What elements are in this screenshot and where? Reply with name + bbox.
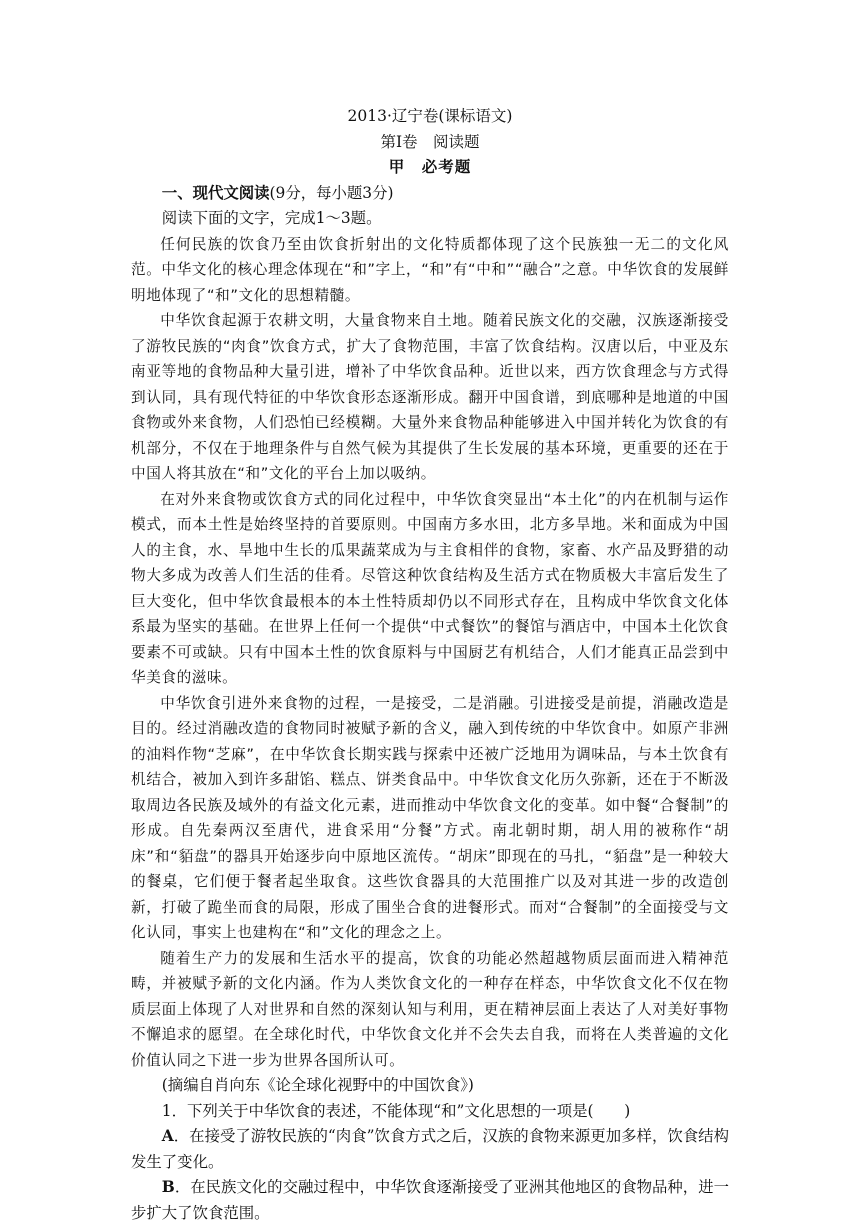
option-letter: B — [161, 1178, 175, 1196]
question-option-b — [131, 1175, 729, 1226]
question-stem: 1．下列关于中华饮食的表述，不能体现“和”文化思想的一项是( ) — [161, 1101, 631, 1120]
exam-title: 2013·辽宁卷(课标语文) — [347, 107, 513, 125]
passage-paragraph-2: 中华饮食起源于农耕文明，大量食物来自土地。随着民族文化的交融，汉族逐渐接受了游牧民族的“肉食”饮食方式，扩大了食物范围，丰富了饮食结构。汉唐以后，中亚及东南亚等地的食物品种大量引进，增补了中华饮食品种。近世以来，西方饮食理念与方式得到认同，具有现代特征的中华饮食形态逐渐形成。翻开中国食谱，到底哪种是地道的中国食物或外来食物，人们恐怕已经模糊。大量外来食物品种能够进入中国并转化为饮食的有机部分，不仅在于地理条件与自然气候为其提供了生长发展的基本环境，更重要的还在于中国人将其放在“和”文化的平台上加以吸纳。 — [131, 312, 729, 482]
section-instruction: 阅读下面的文字，完成1～3题。 — [161, 209, 382, 227]
subpart-title: 甲 必考题 — [388, 158, 472, 176]
part-title: 第Ⅰ卷 阅读题 — [380, 132, 480, 151]
question-option-a — [131, 1124, 729, 1175]
section-heading — [131, 181, 729, 207]
passage-paragraph-1: 任何民族的饮食乃至由饮食折射出的文化特质都体现了这个民族独一无二的文化风范。中华文化的核心理念体现在“和”字上，“和”有“中和”“融合”之意。中华饮食的发展鲜明地体现了“和”文化的思想精髓。 — [131, 235, 729, 304]
section-heading-note: (9分，每小题3分) — [269, 183, 394, 202]
passage-paragraph-4: 中华饮食引进外来食物的过程，一是接受，二是消融。引进接受是前提，消融改造是目的。经过消融改造的食物同时被赋予新的含义，融入到传统的中华饮食中。如原产非洲的油料作物“芝麻”，在中华饮食长期实践与探索中还被广泛地用为调味品，与本土饮食有机结合，被加入到许多甜馅、糕点、饼类食品中。中华饮食文化历久弥新，还在于不断汲取周边各民族及域外的有益文化元素，进而推动中华饮食文化的变革。如中餐“合餐制”的形成。自先秦两汉至唐代，进食采用“分餐”方式。南北朝时期，胡人用的被称作“胡床”和“貊盘”的器具开始逐步向中原地区流传。“胡床”即现在的马扎，“貊盘”是一种较大的餐桌，它们便于餐者起坐取食。这些饮食器具的大范围推广以及对其进一步的改造创新，打破了跪坐而食的局限，形成了围坐合食的进餐形式。而对“合餐制”的全面接受与文化认同，事实上也建构在“和”文化的理念之上。 — [131, 694, 729, 941]
option-text: ．在民族文化的交融过程中，中华饮食逐渐接受了亚洲其他地区的食物品种，进一步扩大了饮食范围。 — [131, 1178, 729, 1222]
passage-source: (摘编自肖向东《论全球化视野中的中国饮食》) — [161, 1076, 474, 1094]
passage-paragraph-5: 随着生产力的发展和生活水平的提高，饮食的功能必然超越物质层面而进入精神范畴，并被赋予新的文化内涵。作为人类饮食文化的一种存在样态，中华饮食文化不仅在物质层面上体现了人对世界和自然的深刻认知与利用，更在精神层面上表达了人对美好事物不懈追求的愿望。在全球化时代，中华饮食文化并不会失去自我，而将在人类普遍的文化价值认同之下进一步为世界各国所认可。 — [131, 949, 729, 1069]
exam-content — [131, 104, 729, 1226]
passage-paragraph-3: 在对外来食物或饮食方式的同化过程中，中华饮食突显出“本土化”的内在机制与运作模式，而本土性是始终坚持的首要原则。中国南方多水田，北方多旱地。米和面成为中国人的主食，水、旱地中生长的瓜果蔬菜成为与主食相伴的食物，家畜、水产品及野猎的动物大多成为改善人们生活的佳肴。尽管这种饮食结构及生活方式在物质极大丰富后发生了巨大变化，但中华饮食最根本的本土性特质却仍以不同形式存在，且构成中华饮食文化体系最为坚实的基础。在世界上任何一个提供“中式餐饮”的餐馆与酒店中，中国本土化饮食要素不可或缺。只有中国本土性的饮食原料与中国厨艺有机结合，人们才能真正品尝到中华美食的滋味。 — [131, 490, 729, 686]
option-text: ．在接受了游牧民族的“肉食”饮食方式之后，汉族的食物来源更加多样，饮食结构发生了变化。 — [131, 1127, 729, 1171]
option-letter: A — [161, 1127, 174, 1145]
section-heading-text: 一、现代文阅读 — [161, 183, 270, 202]
